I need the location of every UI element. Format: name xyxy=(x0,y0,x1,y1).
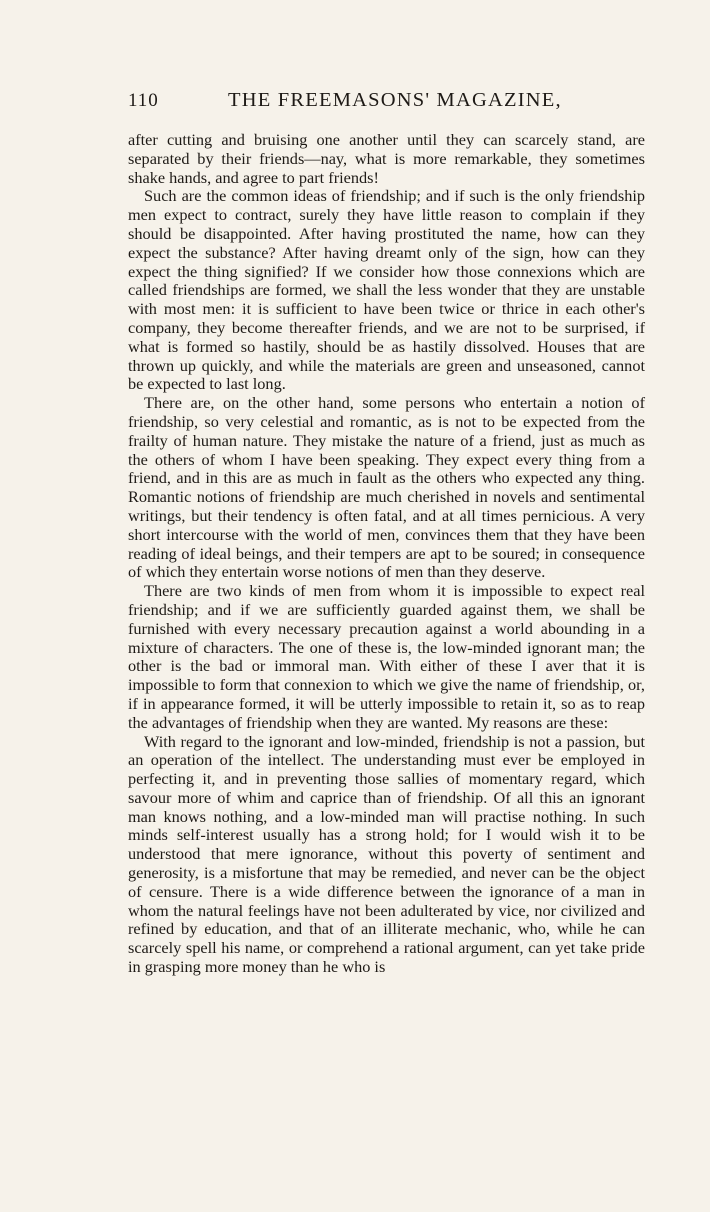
paragraph-1: after cutting and bruising one another until they can scarcely stand, are separated by their friends—nay, what is more remarkable, they sometimes shake hands, and agree to part friends! xyxy=(128,130,645,187)
paragraph-5: With regard to the ignorant and low-minded, friendship is not a passion, but an operation of the intellect. The understanding must ever be employed in perfecting it, and in preventing those sallies of momentary regard, which savour more of whim and caprice than of friendship. Of all this an ignorant man knows nothing, and a low-minded man will practise nothing. In such minds self-interest usually has a strong hold; for I would wish it to be understood that mere ignorance, without this poverty of sentiment and generosity, is a misfortune that may be remedied, and never can be the object of censure. There is a wide difference between the ignorance of a man in whom the natural feelings have not been adulterated by vice, nor civilized and refined by education, and that of an illiterate mechanic, who, while he can scarcely spell his name, or comprehend a rational argument, can yet take pride in grasping more money than he who is xyxy=(128,731,645,977)
page-number: 110 xyxy=(128,90,159,111)
page-header xyxy=(128,86,645,116)
paragraph-2: Such are the common ideas of friendship; and if such is the only friendship men expect to contract, surely they have little reason to complain if they should be disappointed. After having prostituted the name, how can they expect the substance? After having dreamt only of the sign, how can they expect the thing signified? If we consider how those connexions which are called friendships are formed, we shall the less wonder that they are unstable with most men: it is sufficient to have been twice or thrice in each other's company, they become thereafter friends, and we are not to be surprised, if what is formed so hastily, should be as hastily dissolved. Houses that are thrown up quickly, and while the materials are green and unseasoned, cannot be expected to last long. xyxy=(128,186,645,394)
running-title: THE FREEMASONS' MAGAZINE, xyxy=(228,89,562,111)
paragraph-3: There are, on the other hand, some persons who entertain a notion of friendship, so very celestial and romantic, as is not to be expected from the frailty of human nature. They mistake the nature of a friend, just as much as the others of whom I have been speaking. They expect every thing from a friend, and in this are as much in fault as the others who expected any thing. Romantic notions of friendship are much cherished in novels and sentimental writings, but their tendency is often fatal, and at all times pernicious. A very short intercourse with the world of men, convinces them that they have been reading of ideal beings, and their tempers are apt to be soured; in consequence of which they entertain worse notions of men than they deserve. xyxy=(128,393,645,582)
paragraph-4: There are two kinds of men from whom it is impossible to expect real friendship; and if we are sufficiently guarded against them, we shall be furnished with every necessary precaution against a world abounding in a mixture of characters. The one of these is, the low-minded ignorant man; the other is the bad or immoral man. With either of these I aver that it is impossible to form that connexion to which we give the name of friendship, or, if in appearance formed, it will be utterly impossible to retain it, so as to reap the advantages of friendship when they are wanted. My reasons are these: xyxy=(128,581,645,732)
article-body xyxy=(128,131,645,977)
